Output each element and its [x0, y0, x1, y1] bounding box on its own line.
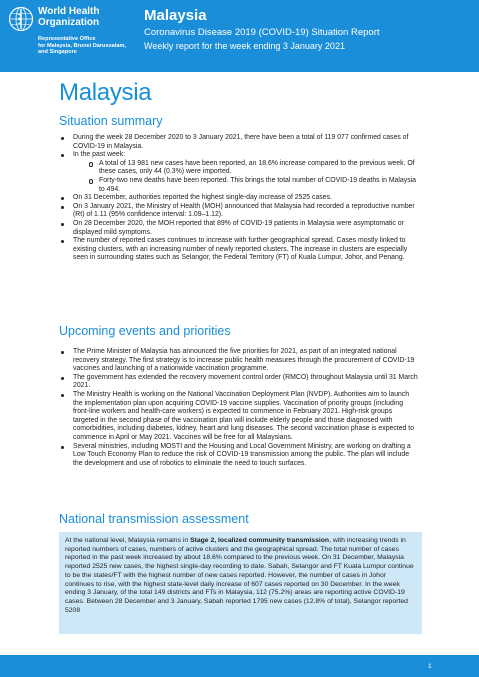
sub-list-item: A total of 13 981 new cases have been reported, an 18.6% increase compared to the previous week. Of these cases, only 44 (0.3%) were imported. — [89, 160, 419, 177]
assessment-stage: Stage 2, localized community transmission — [190, 537, 330, 544]
sub-list — [73, 160, 419, 194]
upcoming-events-list — [59, 348, 419, 468]
who-org-name-line2: Organization — [38, 16, 100, 28]
who-org-name-line1: World Health — [38, 6, 100, 17]
transmission-assessment-heading: National transmission assessment — [59, 512, 249, 526]
upcoming-events-heading: Upcoming events and priorities — [59, 324, 231, 338]
page-title: Malaysia — [59, 79, 152, 106]
page-number: 1 — [428, 663, 432, 670]
list-item: During the week 28 December 2020 to 3 January 2021, there have been a total of 119 077 confirmed cases of COVID-19 in Malaysia. — [59, 134, 419, 151]
header-week-line: Weekly report for the week ending 3 January 2021 — [144, 41, 345, 51]
assessment-text-start: At the national level, Malaysia remains in — [65, 537, 191, 544]
header-title: Malaysia — [144, 7, 207, 24]
who-region-office — [38, 36, 133, 56]
who-org-name — [38, 7, 128, 28]
who-region-line1: Representative Office — [38, 36, 96, 42]
header-subtitle: Coronavirus Disease 2019 (COVID-19) Situation Report — [144, 27, 380, 38]
list-item: The government has extended the recovery movement control order (RMCO) throughout Malaysia until 31 March 2021. — [59, 374, 419, 391]
who-region-line2: for Malaysia, Brunei Darussalam, — [38, 42, 126, 49]
list-item — [59, 151, 419, 194]
situation-summary-list — [59, 134, 419, 263]
list-item: The number of reported cases continues to increase with further geographical spread. Cases mostly linked to existing clusters, with an increasing number of newly reported clusters. The increase in clusters are especially seen in surrounding states such as Selangor, the Federal Territory (FT) of Kuala Lumpur, Johor, and Penang. — [59, 237, 419, 263]
list-item: On 3 January 2021, the Ministry of Health (MOH) announced that Malaysia had recorded a reproductive number (Rt) of 1.11 (95% confidence interval: 1.09–1.12). — [59, 203, 419, 220]
sub-list-item: Forty-two new deaths have been reported. This brings the total number of COVID-19 deaths in Malaysia to 494. — [89, 177, 419, 194]
list-item: The Ministry Health is working on the National Vaccination Deployment Plan (NVDP). Authorities aim to launch the implementation plan upon acquiring COVID-19 vaccine supplies. Vaccination of priority groups (including front-line workers and health-care workers) is expected to commence in February 2021. High-risk groups targeted in the second phase of the vaccination plan will include elderly people and those diagnosed with comorbidities, including diabetes, kidney, heart and lung diseases. The second vaccination phase is expected to commence in April or May 2021. Vaccines will be free for all Malaysians. — [59, 391, 419, 443]
situation-summary-heading: Situation summary — [59, 114, 163, 128]
who-region-line3: and Singapore — [38, 49, 77, 56]
list-item: Several ministries, including MOSTI and the Housing and Local Government Ministry, are working on drafting a Low Touch Economy Plan to reduce the risk of COVID-19 transmission among the public. The plan will include the development and use of robotics to eliminate the need to touch surfaces. — [59, 443, 419, 469]
list-item: On 31 December, authorities reported the highest single-day increase of 2525 cases. — [59, 194, 419, 203]
assessment-text-rest: , with increasing trends in reported numbers of cases, numbers of active clusters and the geographical spread. The total number of cases reported in the past week increased by about 18.6% compared to the previous week. On 31 December, Malaysia reported 2525 new cases, the highest single-day recording to date. Sabah, Selangor and FT Kuala Lumpur continue to be the states/FT with the highest number of new cases reported. However, the number of cases in Johor continues to rise, with the highest state-level daily increase of 607 cases reported on 30 December. In the week ending 3 January, of the total 149 districts and FTs in Malaysia, 112 (75.2%) areas are reporting active COVID-19 cases. Between 28 December and 3 January, Sabah reported 1795 new cases (12.8% of total), Selangor reported 5208 — [65, 537, 414, 614]
list-item-label: In the past week: — [73, 151, 126, 159]
list-item: On 28 December 2020, the MOH reported that 89% of COVID-19 patients in Malaysia were asymptomatic or displayed mild symptoms. — [59, 220, 419, 237]
transmission-assessment-box — [59, 532, 422, 634]
report-header — [0, 0, 479, 72]
list-item: The Prime Minister of Malaysia has announced the five priorities for 2021, as part of an integrated national recovery strategy. The first strategy is to increase public health measures through the procurement of COVID-19 vaccines and launching of a nationwide vaccination programme. — [59, 348, 419, 374]
footer-bar — [0, 655, 479, 677]
who-emblem-icon — [8, 6, 34, 32]
